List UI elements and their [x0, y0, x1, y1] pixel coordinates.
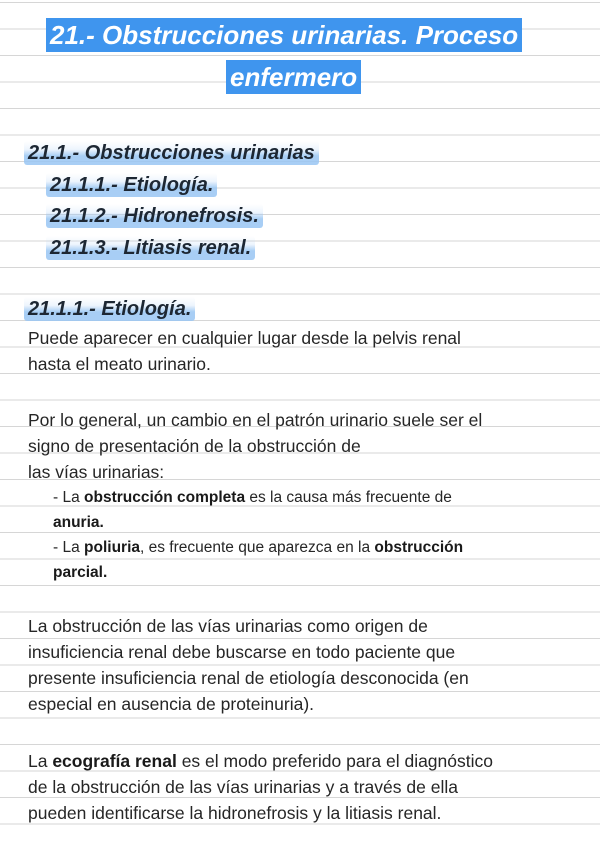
bold-term: ecografía renal: [52, 751, 177, 771]
toc-item-etiologia: 21.1.1.- Etiología.: [46, 173, 217, 197]
paragraph-4-line: de la obstrucción de las vías urinarias y a través de ella: [28, 777, 458, 797]
toc-main-heading: 21.1.- Obstrucciones urinarias: [24, 141, 319, 165]
paragraph-4: [28, 748, 493, 826]
bullet-line: [53, 510, 452, 535]
paragraph-1-line: hasta el meato urinario.: [28, 354, 211, 374]
bullet-line: - La obstrucción completa es la causa más frecuente de: [53, 489, 452, 506]
bold-term: anuria.: [53, 514, 104, 531]
paragraph-3-line: especial en ausencia de proteinuria).: [28, 694, 315, 714]
bold-term: obstrucción completa: [84, 489, 246, 506]
paragraph-3: [28, 613, 469, 717]
paragraph-3-line: insuficiencia renal debe buscarse en todo paciente que: [28, 642, 456, 662]
bullet-poliuria: [53, 535, 463, 585]
paragraph-2-line: las vías urinarias:: [28, 462, 165, 482]
paragraph-1-line: Puede aparecer en cualquier lugar desde la pelvis renal: [28, 328, 461, 348]
paragraph-3-line: La obstrucción de las vías urinarias como origen de: [28, 616, 428, 636]
bold-term: parcial.: [53, 564, 108, 581]
toc-item-hidronefrosis: 21.1.2.- Hidronefrosis.: [46, 204, 263, 228]
paragraph-2-line: signo de presentación de la obstrucción de: [28, 436, 361, 456]
paragraph-2: [28, 407, 482, 485]
section-heading: 21.1.1.- Etiología.: [24, 297, 195, 321]
page-title-line-1: 21.- Obstrucciones urinarias. Proceso: [46, 18, 522, 52]
page-title-line-2: enfermero: [226, 60, 361, 94]
bullet-line: [53, 560, 463, 585]
bold-term: obstrucción: [374, 539, 464, 556]
toc-item-litiasis: 21.1.3.- Litiasis renal.: [46, 236, 255, 260]
bullet-line: - La poliuria, es frecuente que aparezca en la obstrucción: [53, 539, 464, 556]
paragraph-1: [28, 325, 461, 377]
bullet-obstruccion-completa: [53, 485, 452, 535]
paragraph-3-line: presente insuficiencia renal de etiología desconocida (en: [28, 668, 469, 688]
paragraph-2-line: Por lo general, un cambio en el patrón urinario suele ser el: [28, 410, 483, 430]
bold-term: poliuria: [84, 539, 140, 556]
paragraph-4-line: pueden identificarse la hidronefrosis y la litiasis renal.: [28, 803, 442, 823]
paragraph-4-line: La ecografía renal es el modo preferido para el diagnóstico: [28, 751, 493, 771]
